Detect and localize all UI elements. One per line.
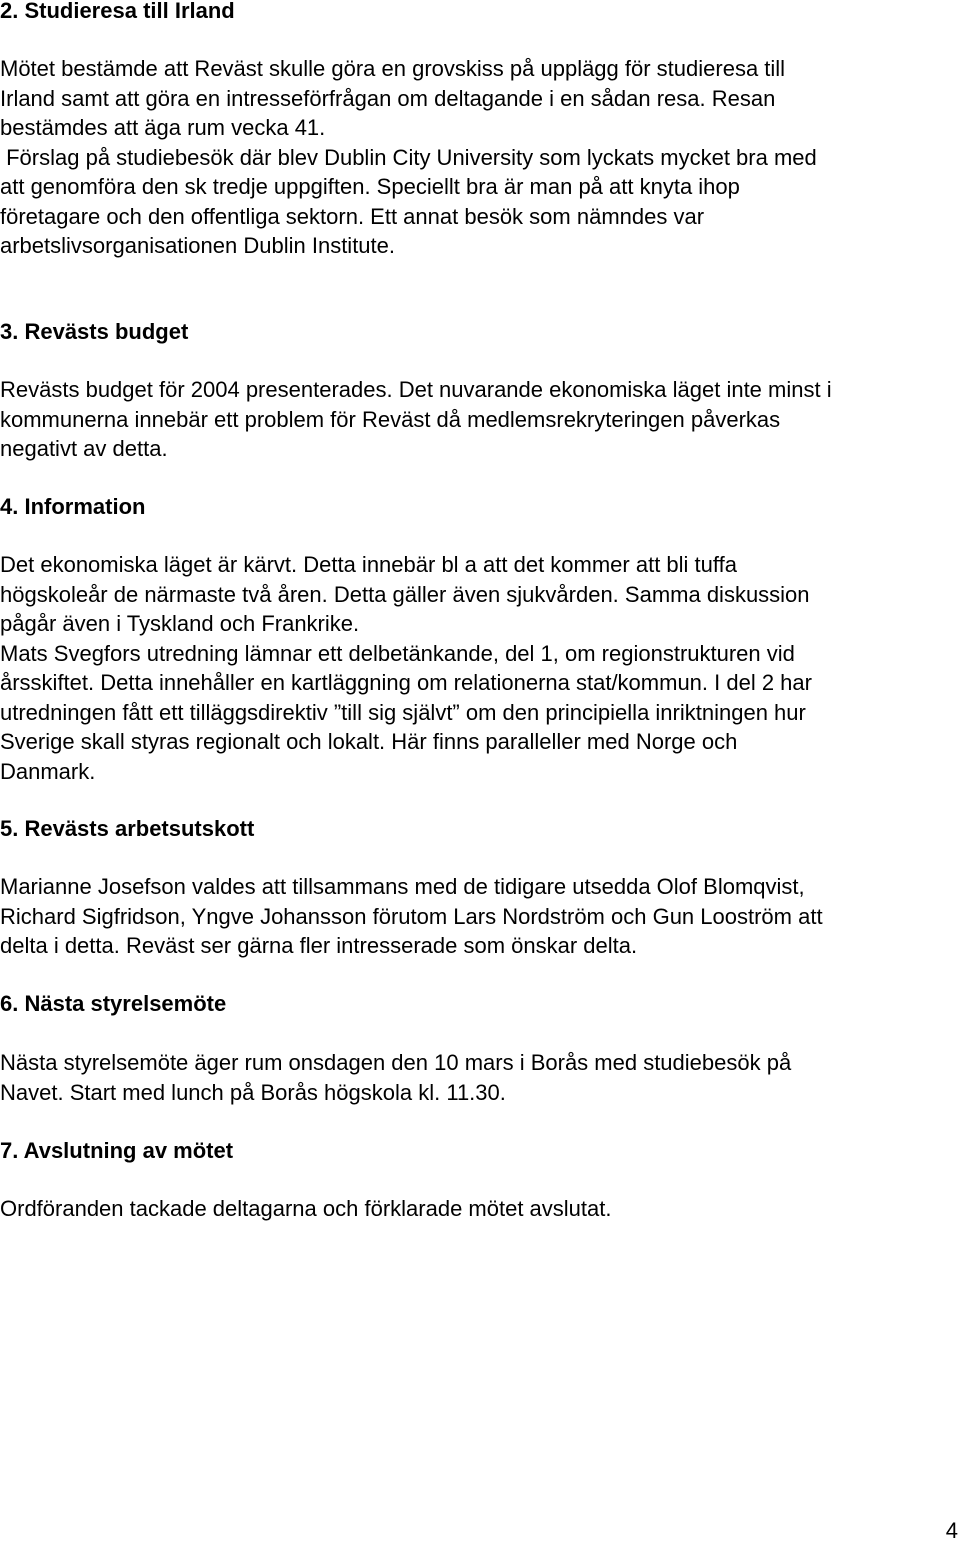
paragraph-line: Ordföranden tackade deltagarna och förklarade mötet avslutat. <box>0 1196 612 1221</box>
paragraph-line: årsskiftet. Detta innehåller en kartläggning om relationerna stat/kommun. I del 2 har <box>0 670 812 695</box>
section-paragraph-styrelsemote <box>0 1048 791 1107</box>
paragraph-line: Det ekonomiska läget är kärvt. Detta innebär bl a att det kommer att bli tuffa <box>0 552 737 577</box>
section-paragraph-budget <box>0 375 832 464</box>
paragraph-line: arbetslivsorganisationen Dublin Institute. <box>0 233 396 258</box>
paragraph-line: pågår även i Tyskland och Frankrike. <box>0 611 360 636</box>
paragraph-line: Irland samt att göra en intresseförfrågan om deltagande i en sådan resa. Resan <box>0 85 776 111</box>
paragraph-line: Navet. Start med lunch på Borås högskola kl. 11.30. <box>0 1079 506 1105</box>
paragraph-line: Richard Sigfridson, Yngve Johansson förutom Lars Nordström och Gun Looström att <box>0 903 823 929</box>
paragraph-line: bestämdes att äga rum vecka 41. <box>0 115 326 140</box>
section-paragraph-avslutning <box>0 1194 611 1224</box>
section-paragraph-studieresa <box>0 54 817 261</box>
paragraph-line: delta i detta. Reväst ser gärna fler intresserade som önskar delta. <box>0 933 638 958</box>
paragraph-line: utredningen fått ett tilläggsdirektiv ”till sig självt” om den principiella inriktningen hur <box>0 699 806 725</box>
paragraph-line: kommunerna innebär ett problem för Reväst då medlemsrekryteringen påverkas <box>0 406 781 432</box>
paragraph-line: Mötet bestämde att Reväst skulle göra en grovskiss på upplägg för studieresa till <box>0 56 786 81</box>
paragraph-line: Mats Svegfors utredning lämnar ett delbetänkande, del 1, om regionstrukturen vid <box>0 640 795 666</box>
page-number: 4 <box>945 1518 958 1543</box>
section-heading-arbetsutskott: 5. Revästs arbetsutskott <box>0 816 255 841</box>
section-heading-information: 4. Information <box>0 494 146 519</box>
section-heading-budget: 3. Revästs budget <box>0 319 189 344</box>
section-paragraph-arbetsutskott <box>0 872 823 961</box>
paragraph-line: Nästa styrelsemöte äger rum onsdagen den 10 mars i Borås med studiebesök på <box>0 1050 792 1075</box>
paragraph-line: negativt av detta. <box>0 436 168 461</box>
paragraph-line: Danmark. <box>0 758 96 784</box>
section-heading-studieresa: 2. Studieresa till Irland <box>0 0 235 23</box>
paragraph-line: högskoleår de närmaste två åren. Detta gäller även sjukvården. Samma diskussion <box>0 581 810 607</box>
paragraph-line: företagare och den offentliga sektorn. Ett annat besök som nämndes var <box>0 203 705 229</box>
section-heading-avslutning: 7. Avslutning av mötet <box>0 1138 234 1163</box>
paragraph-line: Revästs budget för 2004 presenterades. Det nuvarande ekonomiska läget inte minst i <box>0 377 832 402</box>
paragraph-line: Förslag på studiebesök där blev Dublin City University som lyckats mycket bra med <box>0 144 817 170</box>
paragraph-line: Marianne Josefson valdes att tillsammans med de tidigare utsedda Olof Blomqvist, <box>0 874 805 899</box>
paragraph-line: Sverige skall styras regionalt och lokalt. Här finns paralleller med Norge och <box>0 729 738 754</box>
paragraph-line: att genomföra den sk tredje uppgiften. Speciellt bra är man på att knyta ihop <box>0 174 740 199</box>
section-paragraph-information <box>0 550 812 786</box>
section-heading-styrelsemote: 6. Nästa styrelsemöte <box>0 991 227 1016</box>
